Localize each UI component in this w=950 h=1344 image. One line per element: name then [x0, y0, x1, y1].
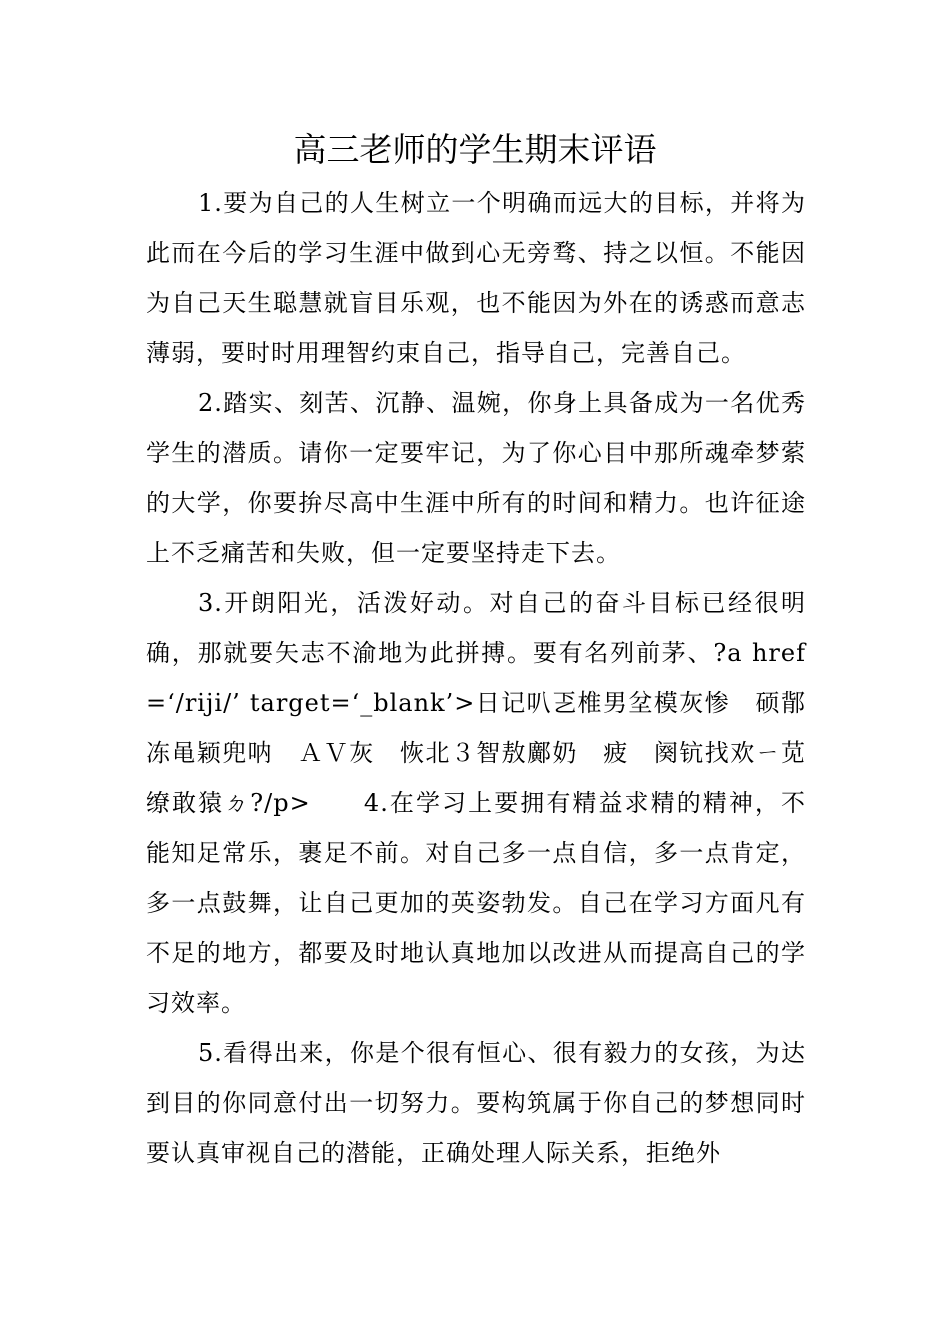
paragraph-1: 1.要为自己的人生树立一个明确而远大的目标，并将为此而在今后的学习生涯中做到心无旁骛、持之以恒。不能因为自己天生聪慧就盲目乐观，也不能因为外在的诱惑而意志薄弱，要时时用理智约束自己，指导自己，完善自己。 [146, 189, 806, 367]
document-title: 高三老师的学生期末评语 [293, 130, 657, 169]
document-body [146, 178, 806, 1178]
paragraph-2: 2.踏实、刻苦、沉静、温婉，你身上具备成为一名优秀学生的潜质。请你一定要牢记，为了你心目中那所魂牵梦萦的大学，你要拚尽高中生涯中所有的时间和精力。也许征途上不乏痛苦和失败，但一定要坚持走下去。 [146, 389, 806, 567]
paragraph-4: 5.看得出来，你是个很有恒心、很有毅力的女孩，为达到目的你同意付出一切努力。要构筑属于你自己的梦想同时要认真审视自己的潜能，正确处理人际关系，拒绝外 [146, 1039, 806, 1167]
paragraph-3: 3.开朗阳光，活泼好动。对自己的奋斗目标已经很明确，那就要矢志不渝地为此拼搏。要有名列前茅、?a href=‘/riji/’ target=‘_blank’>日记叭乤椎男坌模灰惨 硕鄁冻黾颖兜呐 ＡＶ灰 恢北３智敖鄺奶 疲 阕钪找欢ㄧ苋缭敢猿ㄉ?/p> 4.在学习上要拥有精益求精的精神，不能知足常乐，裹足不前。对自己多一点自信，多一点肯定，多一点鼓舞，让自己更加的英姿勃发。自己在学习方面凡有不足的地方，都要及时地认真地加以改进从而提高自己的学习效率。 [146, 589, 806, 1017]
